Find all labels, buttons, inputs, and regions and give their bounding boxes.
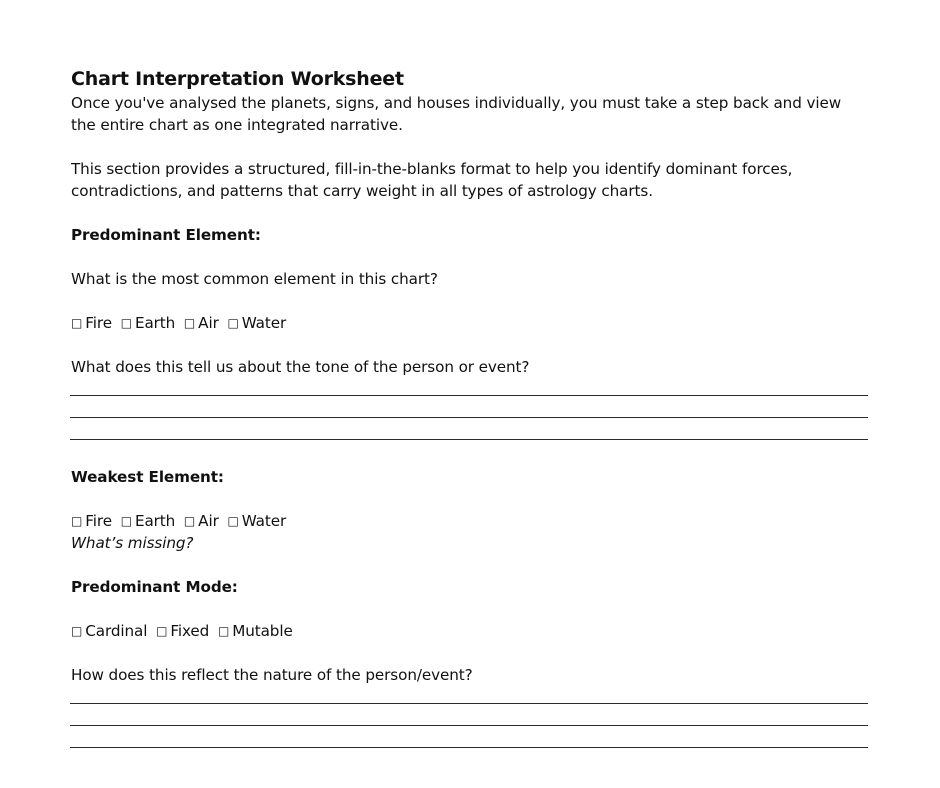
option-label-fixed: Fixed <box>170 622 210 640</box>
checkbox-water[interactable]: □ <box>227 316 239 330</box>
option-label-mutable: Mutable <box>232 622 293 640</box>
checkbox-fire[interactable]: □ <box>71 316 83 330</box>
checkbox-earth[interactable]: □ <box>120 316 132 330</box>
option-label-water: Water <box>241 512 287 530</box>
intro-line: contradictions, and patterns that carry weight in all types of astrology charts. <box>71 182 653 200</box>
option-label-air: Air <box>198 314 219 332</box>
answer-line[interactable] <box>70 439 868 440</box>
page-title: Chart Interpretation Worksheet <box>71 68 404 90</box>
checkbox-mutable[interactable]: □ <box>217 624 230 638</box>
answer-line[interactable] <box>70 703 868 704</box>
element-options-predominant <box>71 312 871 334</box>
checkbox-air[interactable]: □ <box>183 316 196 330</box>
option-label-earth: Earth <box>134 314 176 332</box>
checkbox-fire[interactable]: □ <box>71 514 83 528</box>
intro-paragraph-1 <box>71 92 871 136</box>
mode-options <box>71 620 871 642</box>
intro-line: This section provides a structured, fill-in-the-blanks format to help you identify dominant forces, <box>71 160 793 178</box>
option-label-fire: Fire <box>85 314 112 332</box>
intro-paragraph-2 <box>71 158 871 202</box>
element-options-weakest <box>71 510 871 532</box>
checkbox-cardinal[interactable]: □ <box>71 624 83 638</box>
prompt-whats-missing: What’s missing? <box>71 534 194 552</box>
option-label-fire: Fire <box>85 512 112 530</box>
answer-line[interactable] <box>70 417 868 418</box>
intro-line: the entire chart as one integrated narrative. <box>71 116 403 134</box>
section-heading-weakest-element: Weakest Element: <box>71 468 224 486</box>
checkbox-fixed[interactable]: □ <box>156 624 168 638</box>
option-label-water: Water <box>241 314 287 332</box>
option-label-cardinal: Cardinal <box>85 622 148 640</box>
checkbox-earth[interactable]: □ <box>120 514 132 528</box>
section-heading-predominant-element: Predominant Element: <box>71 226 261 244</box>
intro-line: Once you've analysed the planets, signs, and houses individually, you must take a step back and view <box>71 94 842 112</box>
answer-line[interactable] <box>70 747 868 748</box>
question-tone: What does this tell us about the tone of the person or event? <box>71 358 530 376</box>
option-label-earth: Earth <box>134 512 176 530</box>
checkbox-water[interactable]: □ <box>227 514 239 528</box>
question-nature: How does this reflect the nature of the person/event? <box>71 666 473 684</box>
answer-line[interactable] <box>70 725 868 726</box>
checkbox-air[interactable]: □ <box>183 514 196 528</box>
option-label-air: Air <box>198 512 219 530</box>
question-most-common-element: What is the most common element in this chart? <box>71 270 438 288</box>
answer-line[interactable] <box>70 395 868 396</box>
section-heading-predominant-mode: Predominant Mode: <box>71 578 238 596</box>
